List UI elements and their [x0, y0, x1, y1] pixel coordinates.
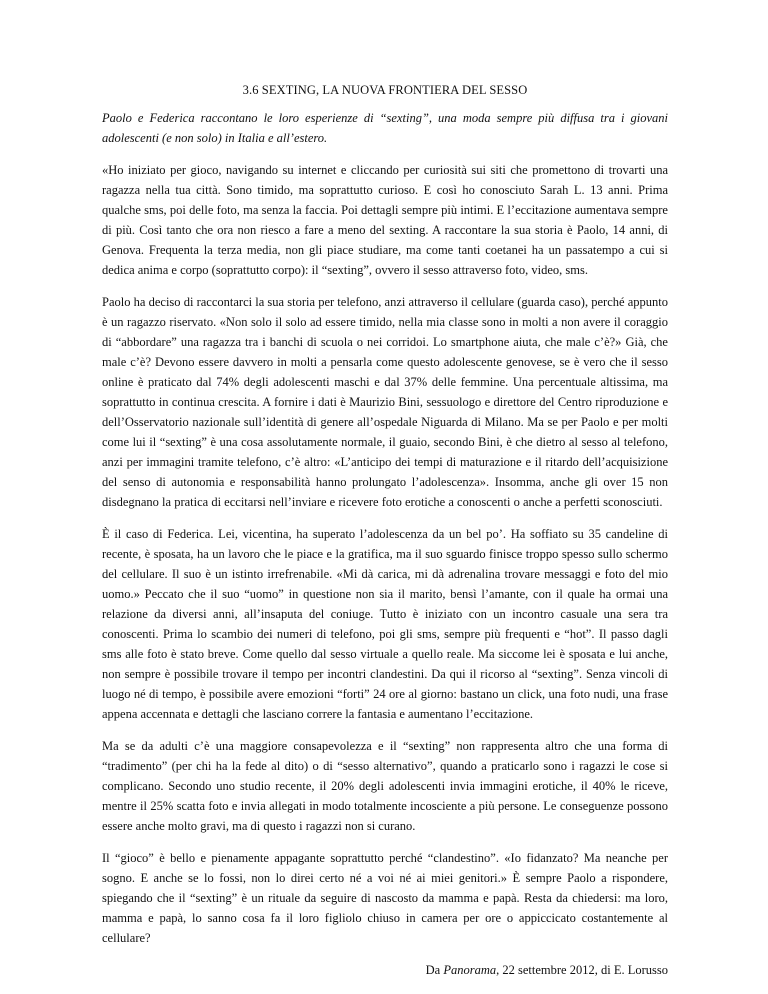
- source-magazine: Panorama: [443, 963, 497, 977]
- article-title: 3.6 SEXTING, LA NUOVA FRONTIERA DEL SESSO: [242, 83, 528, 97]
- article-source: [102, 960, 668, 980]
- document-page: [102, 80, 668, 980]
- source-details: , 22 settembre 2012, di E. Lorusso: [496, 963, 668, 977]
- paragraph-2: Paolo ha deciso di raccontarci la sua storia per telefono, anzi attraverso il cellulare (guarda caso), perché appunto è un ragazzo riservato. «Non solo il solo ad essere timido, nella mia classe sono in molti a non avere il coraggio di “abbordare” una ragazza tra i banchi di scuola o nei corridoi. Lo smartphone aiuta, che male c’è?» Già, che male c’è? Devono essere davvero in molti a pensarla come questo adolescente genovese, se è vero che il sesso online è praticato dal 74% degli adolescenti maschi e dal 37% delle femmine. Una percentuale altissima, ma soprattutto in continua crescita. A fornire i dati è Maurizio Bini, sessuologo e direttore del Centro riproduzione e dell’Osservatorio nazionale sull’identità di genere all’ospedale Niguarda di Milano. Ma se per Paolo e per molti come lui il “sexting” è una cosa assolutamente normale, il guaio, secondo Bini, è che dietro al sesso al telefono, anzi per immagini tramite telefono, c’è altro: «L’anticipo dei tempi di maturazione e il ritardo dell’acquisizione del senso di autonomia e responsabilità hanno prolungato l’adolescenza». Insomma, anche gli over 15 non disdegnano la pratica di eccitarsi nell’inviare e ricevere foto erotiche a conoscenti o anche a perfetti sconosciuti.: [102, 295, 668, 509]
- paragraph-1: «Ho iniziato per gioco, navigando su internet e cliccando per curiosità sui siti che promettono di trovarti una ragazza nella tua città. Sono timido, ma soprattutto curioso. E così ho conosciuto Sarah L. 13 anni. Prima qualche sms, poi delle foto, ma senza la faccia. Poi dettagli sempre più intimi. E l’eccitazione aumentava sempre di più. Così tanto che ora non riesco a fare a meno del sexting. A raccontare la sua storia è Paolo, 14 anni, di Genova. Frequenta la terza media, non gli piace studiare, ma come tanti coetanei ha un passatempo a cui si dedica anima e corpo (soprattutto corpo): il “sexting”, ovvero il sesso attraverso foto, video, sms.: [102, 163, 668, 277]
- paragraph-5: Il “gioco” è bello e pienamente appagante soprattutto perché “clandestino”. «Io fidanzato? Ma neanche per sogno. E anche se lo fossi, non lo direi certo né a voi né ai miei genitori.» È sempre Paolo a rispondere, spiegando che il “sexting” è un rituale da seguire di nascosto da mamma e papà. Resta da chiedersi: ma loro, mamma e papà, lo sanno cosa fa il loro figliolo chiuso in camera per ore o appiccicato costantemente al cellulare?: [102, 851, 668, 945]
- source-prefix: Da: [425, 963, 444, 977]
- paragraph-3: È il caso di Federica. Lei, vicentina, ha superato l’adolescenza da un bel po’. Ha soffiato su 35 candeline di recente, è sposata, ha un lavoro che le piace e la gratifica, ma il suo sguardo finisce troppo spesso sullo schermo del cellulare. Il suo è un istinto irrefrenabile. «Mi dà carica, mi dà adrenalina trovare messaggi e foto del mio uomo.» Peccato che il suo “uomo” in questione non sia il marito, bensì l’amante, con il quale ha ormai una relazione da diversi anni, all’insaputa del coniuge. Tutto è iniziato con un incontro casuale una sera tra conoscenti. Prima lo scambio dei numeri di telefono, poi gli sms, sempre più frequenti e “hot”. Il passo dagli sms alle foto è stato breve. Come quello dal sesso virtuale a quello reale. Ma siccome lei è sposata e lui anche, non sempre è possibile trovare il tempo per incontri clandestini. Da qui il ricorso al “sexting”. Senza vincoli di luogo né di tempo, è possibile avere emozioni “forti” 24 ore al giorno: bastano un click, una foto nudi, una frase appena accennata e dettagli che lasciano correre la fantasia e aumentano l’eccitazione.: [102, 527, 668, 721]
- paragraph-4: Ma se da adulti c’è una maggiore consapevolezza e il “sexting” non rappresenta altro che una forma di “tradimento” (per chi ha la fede al dito) o di “sesso alternativo”, quando a praticarlo sono i ragazzi le cose si complicano. Secondo uno studio recente, il 20% degli adolescenti invia immagini erotiche, il 40% le riceve, mentre il 25% scatta foto e invia allegati in modo totalmente incosciente a più persone. Le conseguenze possono essere anche molto gravi, ma di questo i ragazzi non si curano.: [102, 739, 668, 833]
- article-intro: Paolo e Federica raccontano le loro esperienze di “sexting”, una moda sempre più diffusa tra i giovani adolescenti (e non solo) in Italia e all’estero.: [102, 111, 668, 145]
